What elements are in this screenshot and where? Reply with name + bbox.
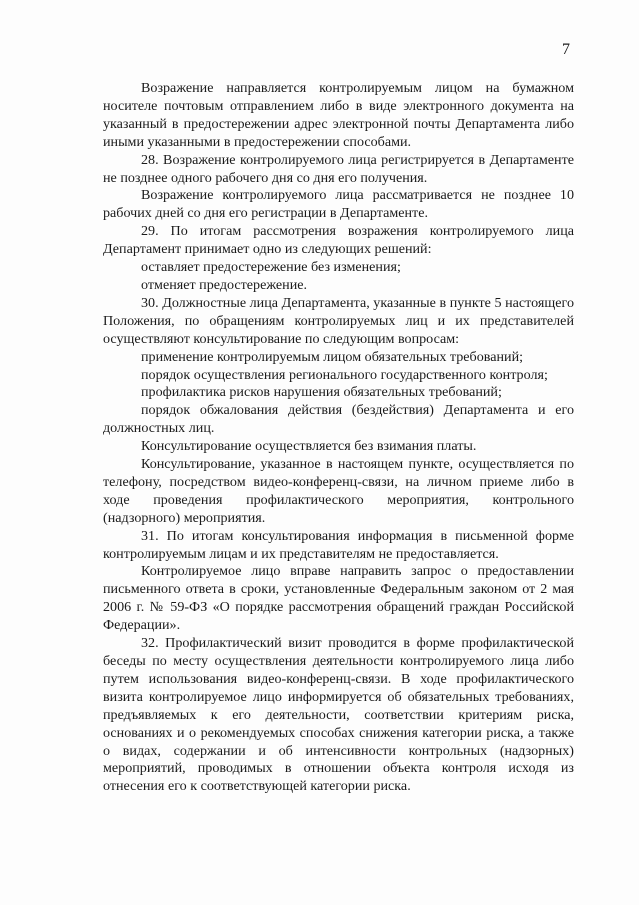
paragraph-29-decisions: 29. По итогам рассмотрения возражения контролируемого лица Департамент принимает одно из следующих решений: — [103, 223, 574, 258]
paragraph-32-preventive-visit: 32. Профилактический визит проводится в форме профилактической беседы по месту осуществления деятельности контролируемого лица либо путем использования видео-конференц-связи. В ходе профилактического визита контролируемое лицо информируется об обязательных требованиях, предъявляемых к его деятельности, соответствии критериям риска, основаниях и о рекомендуемых способах снижения категории риска, а также о видах, содержании и об интенсивности контрольных (надзорных) мероприятий, проводимых в отношении объекта контроля исходя из отнесения его к соответствующей категории риска. — [103, 635, 574, 795]
paragraph-topic-risk-prevention: профилактика рисков нарушения обязательных требований; — [141, 384, 502, 401]
paragraph-31-written-info: 31. По итогам консультирования информация в письменной форме контролируемым лицам и их представителям не предоставляется. — [103, 527, 574, 562]
paragraph-topic-control-procedure: порядок осуществления регионального государственного контроля; — [141, 366, 548, 383]
paragraph-decision-cancel: отменяет предостережение. — [141, 276, 308, 293]
paragraph-decision-keep: оставляет предостережение без изменения; — [141, 259, 401, 276]
page-number: 7 — [562, 41, 570, 58]
document-body — [103, 80, 574, 796]
paragraph-30-consulting: 30. Должностные лица Департамента, указанные в пункте 5 настоящего Положения, по обращениям контролируемых лиц и их представителей осуществляют консультирование по следующим вопросам: — [103, 294, 574, 347]
paragraph-consulting-methods: Консультирование, указанное в настоящем пункте, осуществляется по телефону, посредством видео-конференц-связи, на личном приеме либо в ходе проведения профилактического мероприятия, контрольного (надзорного) мероприятия. — [103, 456, 574, 526]
paragraph-objection-submission: Возражение направляется контролируемым лицом на бумажном носителе почтовым отправлением либо в виде электронного документа на указанный в предостережении адрес электронной почты Департамента либо иными указанными в предостережении способами. — [103, 80, 574, 150]
paragraph-topic-requirements: применение контролируемым лицом обязательных требований; — [141, 348, 524, 365]
paragraph-28-registration: 28. Возражение контролируемого лица регистрируется в Департаменте не позднее одного рабочего дня со дня его получения. — [103, 151, 574, 186]
paragraph-topic-appeal: порядок обжалования действия (бездействия) Департамента и его должностных лиц. — [103, 402, 574, 437]
paragraph-consulting-free: Консультирование осуществляется без взимания платы. — [141, 438, 477, 455]
paragraph-objection-review-term: Возражение контролируемого лица рассматривается не позднее 10 рабочих дней со дня его регистрации в Департаменте. — [103, 187, 574, 222]
paragraph-written-response-request: Контролируемое лицо вправе направить запрос о предоставлении письменного ответа в сроки, установленные Федеральным законом от 2 мая 2006 г. № 59-ФЗ «О порядке рассмотрения обращений граждан Российской Федерации». — [103, 563, 574, 634]
